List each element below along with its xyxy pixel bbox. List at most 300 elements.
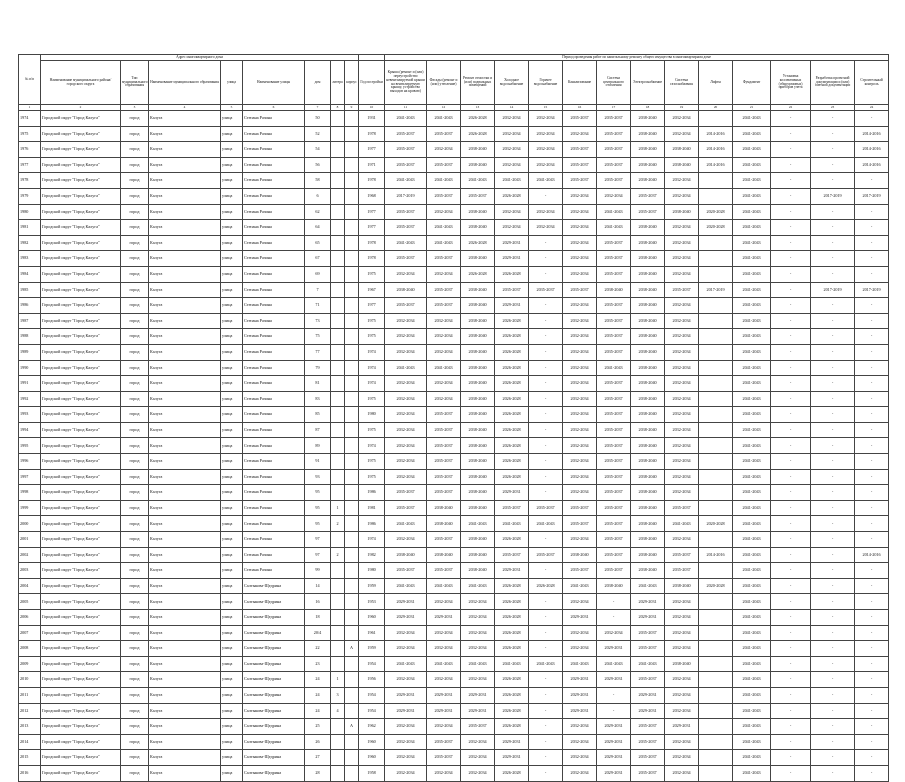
table-cell: -: [529, 750, 563, 766]
table-cell: 2035-2037: [665, 500, 699, 516]
table-cell: улица: [221, 532, 243, 548]
table-cell: улица: [221, 344, 243, 360]
table-cell: Городской округ "Город Калуга": [41, 750, 121, 766]
table-cell: [331, 750, 345, 766]
table-cell: улица: [221, 422, 243, 438]
table-cell: -: [529, 438, 563, 454]
table-cell: 2032-2034: [563, 360, 597, 376]
table-cell: Степана Разина: [243, 142, 305, 158]
table-cell: город: [121, 500, 149, 516]
table-cell: 2029-2031: [631, 687, 665, 703]
table-cell: Калуга: [149, 641, 221, 657]
table-cell: 2032-2034: [665, 469, 699, 485]
column-header: Наименование муниципального образования: [149, 61, 221, 105]
table-cell: [345, 547, 359, 563]
table-cell: 1978: [359, 173, 385, 189]
table-cell: 2032-2034: [563, 188, 597, 204]
table-cell: 2038-2040: [631, 235, 665, 251]
table-cell: 2032-2034: [495, 111, 529, 127]
table-cell: -: [771, 672, 811, 688]
table-cell: 1959: [359, 578, 385, 594]
table-cell: Степана Разина: [243, 329, 305, 345]
table-cell: 2026-2028: [495, 641, 529, 657]
column-number: 1: [19, 105, 41, 111]
table-cell: город: [121, 469, 149, 485]
table-cell: [331, 625, 345, 641]
table-cell: [331, 765, 345, 781]
table-row: [19, 547, 889, 563]
table-cell: -: [811, 500, 855, 516]
table-cell: [699, 469, 733, 485]
table-cell: Городской округ "Город Калуга": [41, 188, 121, 204]
table-cell: [345, 610, 359, 626]
table-cell: 2041-2043: [597, 656, 631, 672]
table-cell: -: [771, 532, 811, 548]
table-cell: 2041-2043: [733, 422, 771, 438]
table-cell: 2038-2040: [461, 407, 495, 423]
table-cell: 2032-2034: [427, 672, 461, 688]
table-cell: 1982: [359, 547, 385, 563]
table-cell: 2032-2034: [563, 391, 597, 407]
table-cell: -: [855, 360, 889, 376]
table-cell: 2038-2040: [461, 454, 495, 470]
table-cell: 2032-2034: [495, 157, 529, 173]
table-cell: 2035-2037: [563, 500, 597, 516]
table-cell: 2035-2037: [385, 157, 427, 173]
table-cell: 2035-2037: [563, 563, 597, 579]
table-cell: улица: [221, 469, 243, 485]
table-cell: 52: [305, 126, 331, 142]
table-cell: [331, 469, 345, 485]
table-row: [19, 142, 889, 158]
table-cell: 2032-2034: [665, 376, 699, 392]
table-cell: 2032-2034: [529, 204, 563, 220]
table-cell: Степана Разина: [243, 391, 305, 407]
table-cell: 1986: [359, 516, 385, 532]
table-cell: 2041-2043: [733, 625, 771, 641]
table-cell: 2035-2037: [427, 422, 461, 438]
table-cell: 1989: [19, 344, 41, 360]
table-cell: -: [597, 687, 631, 703]
table-cell: [699, 344, 733, 360]
table-cell: 2026-2028: [495, 360, 529, 376]
table-cell: Городской округ "Город Калуга": [41, 376, 121, 392]
table-cell: 2041-2043: [733, 220, 771, 236]
table-row: [19, 500, 889, 516]
table-cell: Калуга: [149, 719, 221, 735]
table-cell: -: [811, 220, 855, 236]
table-cell: 2035-2037: [597, 126, 631, 142]
table-cell: [699, 610, 733, 626]
table-cell: 97: [305, 547, 331, 563]
table-cell: улица: [221, 407, 243, 423]
table-cell: 1993: [19, 407, 41, 423]
table-row: [19, 220, 889, 236]
table-cell: [699, 719, 733, 735]
table-cell: Городской округ "Город Калуга": [41, 126, 121, 142]
table-row: [19, 703, 889, 719]
table-cell: 2038-2040: [427, 516, 461, 532]
table-cell: 3: [331, 687, 345, 703]
table-cell: Степана Разина: [243, 500, 305, 516]
table-cell: [331, 532, 345, 548]
table-cell: Степана Разина: [243, 532, 305, 548]
table-cell: 2029-2031: [631, 703, 665, 719]
table-cell: 2041-2043: [733, 532, 771, 548]
table-cell: город: [121, 188, 149, 204]
table-cell: улица: [221, 157, 243, 173]
table-cell: -: [855, 563, 889, 579]
table-cell: -: [771, 610, 811, 626]
table-cell: 2041-2043: [529, 173, 563, 189]
table-cell: Городской округ "Город Калуга": [41, 734, 121, 750]
table-row: [19, 173, 889, 189]
table-cell: 2041-2043: [665, 516, 699, 532]
table-cell: -: [597, 594, 631, 610]
table-cell: 2038-2040: [631, 329, 665, 345]
table-cell: 2041-2043: [733, 126, 771, 142]
table-cell: Городской округ "Город Калуга": [41, 235, 121, 251]
table-cell: -: [771, 376, 811, 392]
column-header: Канализование: [563, 61, 597, 105]
table-cell: [345, 298, 359, 314]
table-row: [19, 313, 889, 329]
table-cell: Калуга: [149, 188, 221, 204]
table-cell: 2035-2037: [385, 563, 427, 579]
table-cell: 71: [305, 298, 331, 314]
table-cell: 2026-2028: [495, 594, 529, 610]
table-cell: -: [855, 625, 889, 641]
table-cell: Калуга: [149, 594, 221, 610]
table-cell: улица: [221, 173, 243, 189]
column-number: 22: [771, 105, 811, 111]
table-cell: 2026-2028: [495, 578, 529, 594]
table-cell: Степана Разина: [243, 157, 305, 173]
table-cell: 2026-2028: [495, 391, 529, 407]
table-cell: [331, 360, 345, 376]
table-cell: -: [855, 173, 889, 189]
table-cell: 99: [305, 563, 331, 579]
table-row: [19, 126, 889, 142]
table-cell: 2032-2034: [529, 157, 563, 173]
table-cell: [699, 111, 733, 127]
table-row: [19, 251, 889, 267]
table-cell: [699, 625, 733, 641]
table-cell: -: [771, 734, 811, 750]
table-cell: 2026-2028: [495, 703, 529, 719]
table-cell: Салтыкова-Щедрина: [243, 750, 305, 766]
table-cell: -: [811, 251, 855, 267]
table-cell: улица: [221, 438, 243, 454]
table-cell: город: [121, 532, 149, 548]
table-cell: -: [811, 126, 855, 142]
table-cell: -: [855, 344, 889, 360]
table-cell: 2032-2034: [495, 220, 529, 236]
table-cell: Городской округ "Город Калуга": [41, 266, 121, 282]
table-cell: -: [811, 469, 855, 485]
table-cell: [699, 360, 733, 376]
table-cell: [345, 282, 359, 298]
table-cell: -: [529, 329, 563, 345]
table-cell: Салтыкова-Щедрина: [243, 687, 305, 703]
table-row: [19, 188, 889, 204]
table-cell: 2035-2037: [631, 765, 665, 781]
table-cell: -: [771, 703, 811, 719]
table-cell: 2038-2040: [563, 547, 597, 563]
table-cell: -: [771, 594, 811, 610]
table-cell: 2038-2040: [385, 282, 427, 298]
table-cell: Калуга: [149, 563, 221, 579]
table-cell: 2032-2034: [427, 765, 461, 781]
table-cell: 2041-2043: [733, 594, 771, 610]
table-cell: 2032-2034: [427, 719, 461, 735]
table-cell: 2032-2034: [597, 625, 631, 641]
table-cell: улица: [221, 625, 243, 641]
table-cell: 2032-2034: [385, 641, 427, 657]
table-cell: 7: [305, 282, 331, 298]
table-cell: 2038-2040: [631, 485, 665, 501]
table-cell: -: [855, 578, 889, 594]
table-cell: [331, 329, 345, 345]
table-cell: [345, 391, 359, 407]
table-cell: 2035-2037: [631, 719, 665, 735]
table-cell: -: [811, 360, 855, 376]
table-cell: 2032-2034: [665, 454, 699, 470]
table-cell: -: [855, 438, 889, 454]
table-cell: -: [855, 111, 889, 127]
table-cell: 2026-2028: [495, 438, 529, 454]
table-cell: 1971: [359, 157, 385, 173]
table-cell: 2032-2034: [385, 313, 427, 329]
table-cell: 2038-2040: [631, 251, 665, 267]
table-cell: 1954: [359, 703, 385, 719]
table-cell: -: [811, 173, 855, 189]
column-header: корпус: [345, 61, 359, 105]
table-cell: город: [121, 454, 149, 470]
table-cell: улица: [221, 313, 243, 329]
table-cell: 2035-2037: [597, 313, 631, 329]
table-cell: 1974: [359, 344, 385, 360]
table-cell: Салтыкова-Щедрина: [243, 625, 305, 641]
table-cell: Степана Разина: [243, 376, 305, 392]
table-cell: 2029-2031: [631, 610, 665, 626]
table-cell: 2035-2037: [597, 235, 631, 251]
table-cell: 1974: [359, 376, 385, 392]
table-cell: город: [121, 313, 149, 329]
table-cell: Степана Разина: [243, 313, 305, 329]
table-cell: 2038-2040: [631, 376, 665, 392]
table-cell: -: [529, 625, 563, 641]
table-cell: город: [121, 438, 149, 454]
table-cell: Салтыкова-Щедрина: [243, 719, 305, 735]
table-cell: -: [855, 251, 889, 267]
table-cell: улица: [221, 610, 243, 626]
table-cell: 2038-2040: [461, 157, 495, 173]
table-cell: [331, 656, 345, 672]
table-cell: город: [121, 329, 149, 345]
table-cell: улица: [221, 142, 243, 158]
table-cell: 1: [331, 672, 345, 688]
table-cell: город: [121, 641, 149, 657]
table-cell: город: [121, 126, 149, 142]
table-cell: [699, 687, 733, 703]
table-cell: 1976: [19, 142, 41, 158]
table-cell: Городской округ "Город Калуга": [41, 422, 121, 438]
table-cell: Калуга: [149, 251, 221, 267]
table-cell: [699, 641, 733, 657]
table-cell: -: [771, 329, 811, 345]
column-number: 9: [345, 105, 359, 111]
table-cell: -: [855, 594, 889, 610]
table-cell: 2032-2034: [529, 220, 563, 236]
table-cell: Калуга: [149, 235, 221, 251]
table-cell: 2017-2019: [855, 188, 889, 204]
table-cell: 2032-2034: [385, 672, 427, 688]
table-cell: -: [855, 469, 889, 485]
table-cell: 1977: [19, 157, 41, 173]
table-cell: 73: [305, 313, 331, 329]
table-cell: 2032-2034: [665, 111, 699, 127]
table-cell: Степана Разина: [243, 344, 305, 360]
table-cell: Степана Разина: [243, 469, 305, 485]
table-cell: Городской округ "Город Калуга": [41, 641, 121, 657]
table-cell: 2035-2037: [427, 438, 461, 454]
table-cell: 2038-2040: [665, 656, 699, 672]
column-header: Холодное водоснабжение: [495, 61, 529, 105]
table-cell: улица: [221, 298, 243, 314]
table-cell: город: [121, 251, 149, 267]
table-cell: [699, 500, 733, 516]
table-row: [19, 376, 889, 392]
table-cell: 2041-2043: [461, 578, 495, 594]
table-cell: -: [811, 532, 855, 548]
table-cell: Калуга: [149, 360, 221, 376]
table-cell: 2041-2043: [733, 329, 771, 345]
table-cell: [699, 532, 733, 548]
table-cell: Салтыкова-Щедрина: [243, 610, 305, 626]
table-cell: 2000: [19, 516, 41, 532]
table-cell: 2038-2040: [461, 422, 495, 438]
table-cell: 2038-2040: [631, 469, 665, 485]
table-cell: 2032-2034: [563, 438, 597, 454]
table-cell: 1980: [359, 563, 385, 579]
table-cell: 2032-2034: [563, 422, 597, 438]
table-cell: 2032-2034: [665, 126, 699, 142]
table-cell: -: [529, 360, 563, 376]
table-cell: 1: [331, 500, 345, 516]
table-cell: улица: [221, 204, 243, 220]
table-cell: 2032-2034: [563, 719, 597, 735]
table-cell: [699, 672, 733, 688]
table-cell: 2032-2034: [385, 469, 427, 485]
table-cell: 2032-2034: [385, 719, 427, 735]
table-cell: -: [771, 656, 811, 672]
table-cell: -: [529, 719, 563, 735]
table-cell: [345, 126, 359, 142]
table-cell: 2032-2034: [563, 126, 597, 142]
column-header: Разработка проектной документации и (или) сметной документации: [811, 61, 855, 105]
table-cell: 2032-2034: [385, 454, 427, 470]
table-cell: [331, 438, 345, 454]
table-cell: Степана Разина: [243, 282, 305, 298]
table-cell: Салтыкова-Щедрина: [243, 765, 305, 781]
table-cell: 2012: [19, 703, 41, 719]
table-cell: 2035-2037: [597, 438, 631, 454]
table-cell: 1984: [19, 266, 41, 282]
table-cell: город: [121, 656, 149, 672]
table-cell: 2035-2037: [597, 547, 631, 563]
table-cell: Городской округ "Город Калуга": [41, 329, 121, 345]
table-cell: Городской округ "Город Калуга": [41, 672, 121, 688]
table-cell: -: [771, 204, 811, 220]
table-cell: -: [811, 563, 855, 579]
table-cell: 2032-2034: [563, 625, 597, 641]
table-cell: Городской округ "Город Калуга": [41, 438, 121, 454]
table-cell: 2032-2034: [427, 329, 461, 345]
table-cell: город: [121, 563, 149, 579]
table-cell: улица: [221, 687, 243, 703]
table-cell: 2035-2037: [563, 142, 597, 158]
table-cell: Калуга: [149, 313, 221, 329]
table-cell: 2029-2031: [597, 672, 631, 688]
table-cell: 2032-2034: [461, 734, 495, 750]
table-cell: Салтыкова-Щедрина: [243, 656, 305, 672]
table-row: [19, 532, 889, 548]
table-cell: 2029-2031: [427, 687, 461, 703]
table-cell: улица: [221, 734, 243, 750]
table-cell: Городской округ "Город Калуга": [41, 313, 121, 329]
table-cell: 1975: [359, 454, 385, 470]
table-cell: -: [771, 547, 811, 563]
table-cell: 2038-2040: [461, 532, 495, 548]
table-cell: -: [811, 329, 855, 345]
table-cell: 2032-2034: [665, 765, 699, 781]
table-cell: [699, 329, 733, 345]
table-cell: -: [771, 360, 811, 376]
table-cell: 2041-2043: [733, 407, 771, 423]
table-cell: [699, 656, 733, 672]
table-cell: 2038-2040: [461, 469, 495, 485]
table-cell: Калуга: [149, 750, 221, 766]
table-cell: 1999: [19, 500, 41, 516]
table-cell: 2014-2016: [699, 157, 733, 173]
table-cell: 2038-2040: [631, 298, 665, 314]
table-cell: 2038-2040: [631, 516, 665, 532]
table-cell: 2041-2043: [733, 765, 771, 781]
table-cell: 2032-2034: [563, 454, 597, 470]
column-header: Ремонт отмостки и (или) подвальных помещений: [461, 61, 495, 105]
column-number: 14: [495, 105, 529, 111]
column-number: 19: [665, 105, 699, 111]
table-cell: 2041-2043: [385, 111, 427, 127]
table-cell: Городской округ "Город Калуга": [41, 500, 121, 516]
table-cell: 2026-2028: [529, 578, 563, 594]
table-cell: 2032-2034: [427, 376, 461, 392]
table-cell: 2020-2028: [699, 204, 733, 220]
table-cell: -: [771, 142, 811, 158]
table-cell: 2035-2037: [427, 407, 461, 423]
table-cell: 2041-2043: [631, 578, 665, 594]
table-cell: [331, 407, 345, 423]
table-cell: город: [121, 750, 149, 766]
table-cell: Калуга: [149, 376, 221, 392]
table-cell: Городской округ "Город Калуга": [41, 610, 121, 626]
table-cell: -: [855, 532, 889, 548]
table-cell: 1986: [359, 485, 385, 501]
table-cell: -: [771, 313, 811, 329]
table-cell: [331, 173, 345, 189]
table-cell: -: [811, 625, 855, 641]
